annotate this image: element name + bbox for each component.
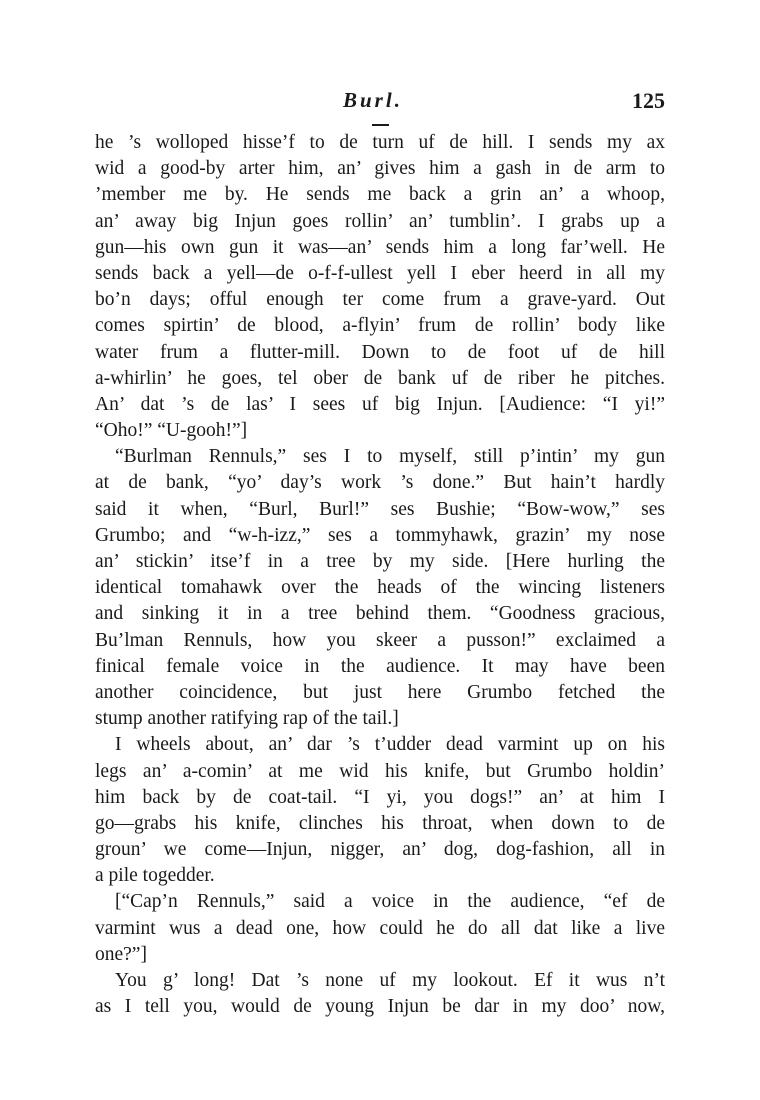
text-line: a-whirlin’ he goes, tel ober de bank uf de riber he pitches. <box>95 367 665 389</box>
text-line: and sinking it in a tree behind them. “Goodness gracious, <box>95 603 665 625</box>
text-line: wid a good-by arter him, an’ gives him a gash in de arm to <box>95 158 665 180</box>
text-line: one?”] <box>95 943 147 965</box>
running-title: Burl. <box>343 88 403 112</box>
text-line: gun—his own gun it was—an’ sends him a long far’well. He <box>95 236 665 258</box>
text-line: at de bank, “yo’ day’s work ’s done.” But hain’t hardly <box>95 472 665 494</box>
header-rule <box>372 124 389 126</box>
text-line: a pile togedder. <box>95 865 215 887</box>
text-line: groun’ we come—Injun, nigger, an’ dog, dog-fashion, all in <box>95 839 665 861</box>
text-line: finical female voice in the audience. It may have been <box>95 655 665 677</box>
text-line: I wheels about, an’ dar ’s t’udder dead varmint up on his <box>115 734 665 756</box>
text-line: an’ away big Injun goes rollin’ an’ tumblin’. I grabs up a <box>95 210 665 232</box>
text-line: An’ dat ’s de las’ I sees uf big Injun. [Audience: “I yi!” <box>95 393 665 415</box>
text-line: [“Cap’n Rennuls,” said a voice in the audience, “ef de <box>115 891 665 913</box>
text-line: Grumbo; and “w-h-izz,” ses a tommyhawk, grazin’ my nose <box>95 524 665 546</box>
text-line: varmint wus a dead one, how could he do all dat like a live <box>95 917 665 939</box>
text-line: legs an’ a-comin’ at me wid his knife, but Grumbo holdin’ <box>95 760 665 782</box>
text-line: him back by de coat-tail. “I yi, you dogs!” an’ at him I <box>95 786 665 808</box>
running-head <box>95 88 665 118</box>
text-line: sends back a yell—de o-f-f-ullest yell I eber heerd in all my <box>95 262 665 284</box>
text-line: he ’s wolloped hisse’f to de turn uf de hill. I sends my ax <box>95 132 665 153</box>
text-line: water frum a flutter-mill. Down to de foot uf de hill <box>95 341 665 363</box>
text-line: “Burlman Rennuls,” ses I to myself, still p’intin’ my gun <box>115 446 665 468</box>
text-line: bo’n days; offul enough ter come frum a grave-yard. Out <box>95 289 665 311</box>
text-line: an’ stickin’ itse’f in a tree by my side. [Here hurling the <box>95 551 665 572</box>
text-line: stump another ratifying rap of the tail.] <box>95 708 399 730</box>
text-line: go—grabs his knife, clinches his throat, when down to de <box>95 812 665 834</box>
text-line: said it when, “Burl, Burl!” ses Bushie; “Bow-wow,” ses <box>95 498 665 520</box>
text-line: comes spirtin’ de blood, a-flyin’ frum de rollin’ body like <box>95 315 665 337</box>
text-line: “Oho!” “U-gooh!”] <box>95 420 248 442</box>
page-number: 125 <box>632 88 665 113</box>
text-line: identical tomahawk over the heads of the wincing listeners <box>95 577 665 599</box>
body-text <box>95 130 665 1020</box>
text-line: another coincidence, but just here Grumbo fetched the <box>95 681 665 703</box>
text-line: ’member me by. He sends me back a grin an’ a whoop, <box>95 184 665 206</box>
text-line: Bu’lman Rennuls, how you skeer a pusson!” exclaimed a <box>95 629 665 651</box>
text-line: You g’ long! Dat ’s none uf my lookout. Ef it wus n’t <box>115 970 665 991</box>
text-line: as I tell you, would de young Injun be dar in my doo’ now, <box>95 996 665 1018</box>
